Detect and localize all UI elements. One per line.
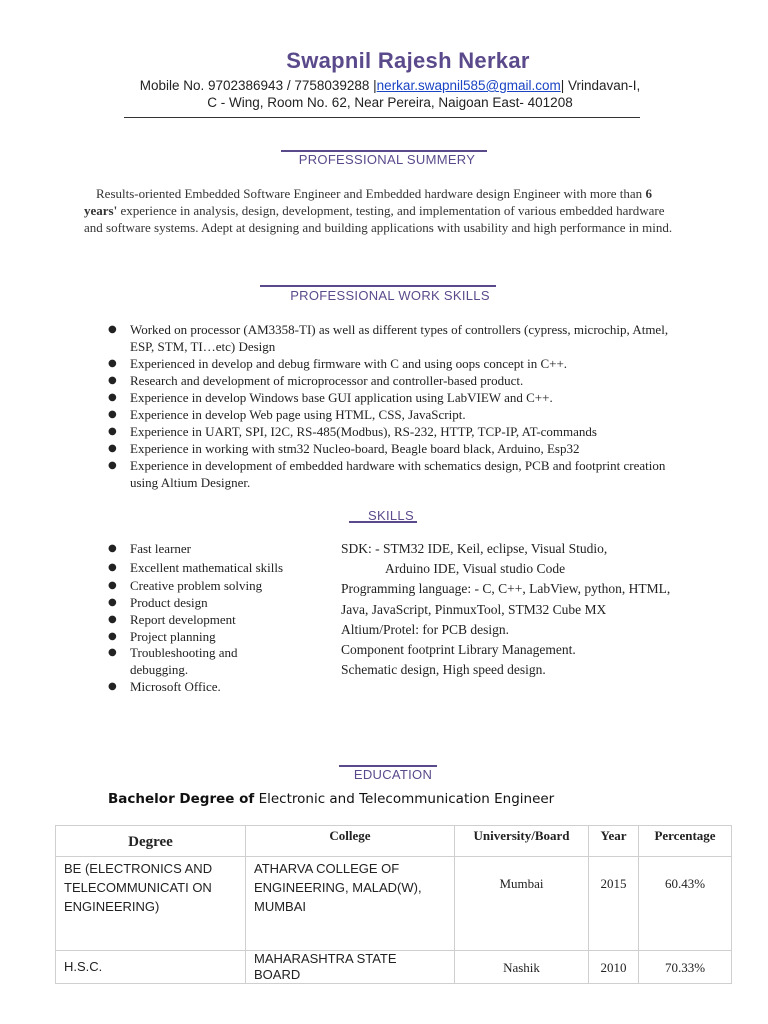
soft-skill-text: Excellent mathematical skills: [130, 559, 284, 575]
education-heading: EDUCATION: [353, 767, 433, 782]
work-skill-item: [106, 406, 686, 423]
summary-years: 6 years': [84, 186, 652, 218]
work-skill-text: Worked on processor (AM3358-TI) as well as different types of controllers (cypress, microchip, Atmel, ESP, STM, TI…etc) Design: [130, 322, 669, 354]
cell-degree: BE (ELECTRONICS AND TELECOMMUNICATI ON ENGINEERING): [56, 857, 246, 951]
col-header-year: Year: [589, 826, 639, 857]
tech-skill-line: Programming language: - C, C++, LabView, python, HTML,: [341, 581, 671, 597]
soft-skill-text: Troubleshooting and debugging.: [130, 645, 238, 677]
cell-college: ATHARVA COLLEGE OF ENGINEERING, MALAD(W), MUMBAI: [246, 857, 455, 951]
work-skills-heading-rule: [260, 285, 496, 287]
table-row: [56, 951, 732, 984]
work-skill-text: Experience in UART, SPI, I2C, RS-485(Modbus), RS-232, HTTP, TCP-IP, AT-commands: [130, 424, 597, 439]
soft-skill-text: Creative problem solving: [130, 578, 263, 594]
tech-skill-line: Java, JavaScript, PinmuxTool, STM32 Cube MX: [341, 601, 607, 617]
tech-skill-line: Component footprint Library Management.: [341, 642, 576, 658]
degree-title: [108, 791, 554, 807]
phone-numbers: Mobile No. 9702386943 / 7758039288 |: [139, 78, 377, 93]
work-skill-text: Experience in develop Windows base GUI application using LabVIEW and C++.: [130, 390, 553, 405]
tech-skill-line: Schematic design, High speed design.: [341, 662, 546, 678]
degree-label: Bachelor Degree of: [108, 791, 255, 807]
cell-year: 2010: [589, 951, 639, 984]
soft-skill-item: [106, 629, 326, 646]
cell-university: Mumbai: [455, 857, 589, 951]
tech-skill-line: Arduino IDE, Visual studio Code: [385, 561, 566, 577]
address-part-1: | Vrindavan-I,: [560, 78, 641, 93]
cell-percentage: 70.33%: [639, 951, 732, 984]
soft-skill-text: Project planning: [130, 628, 216, 644]
soft-skill-item: [106, 560, 326, 577]
work-skill-item: [106, 389, 686, 406]
header-divider: [124, 117, 640, 118]
col-header-degree: Degree: [56, 826, 246, 857]
col-header-university: University/Board: [455, 826, 589, 857]
work-skills-heading: PROFESSIONAL WORK SKILLS: [290, 288, 490, 303]
work-skill-text: Research and development of microprocessor and controller-based product.: [130, 373, 524, 388]
education-table-header: [56, 826, 732, 857]
contact-block: [0, 77, 768, 111]
tech-skill-line: Altium/Protel: for PCB design.: [341, 621, 510, 637]
cell-year: 2015: [589, 857, 639, 951]
cell-percentage: 60.43%: [639, 857, 732, 951]
address-line-2: C - Wing, Room No. 62, Near Pereira, Naigoan East- 401208: [207, 95, 573, 110]
soft-skill-text: Report development: [130, 611, 236, 627]
candidate-name: Swapnil Rajesh Nerkar: [286, 48, 530, 73]
work-skill-text: Experience in working with stm32 Nucleo-board, Beagle board black, Arduino, Esp32: [130, 441, 580, 456]
soft-skill-item: [106, 541, 326, 558]
soft-skill-text: Microsoft Office.: [130, 678, 221, 694]
soft-skill-text: Fast learner: [130, 541, 192, 556]
work-skill-item: [106, 372, 686, 389]
col-header-college: College: [246, 826, 455, 857]
summary-text-1: Results-oriented Embedded Software Engineer and Embedded hardware design Engineer with more than: [96, 186, 646, 201]
summary-text-2: experience in analysis, design, development, testing, and implementation of various embedded hardware and software systems. Adept at designing and building applications with usability and high performance in mind.: [84, 203, 673, 235]
work-skill-item: [106, 457, 686, 491]
work-skill-item: [106, 321, 686, 355]
summary-paragraph: [84, 185, 684, 236]
work-skill-item: [106, 355, 686, 372]
skills-heading: SKILLS: [368, 508, 414, 523]
education-table: [55, 825, 732, 984]
soft-skill-item: [106, 612, 326, 629]
work-skill-text: Experienced in develop and debug firmware with C and using oops concept in C++.: [130, 356, 568, 371]
work-skill-item: [106, 423, 686, 440]
soft-skill-item: [106, 679, 326, 696]
table-row: [56, 857, 732, 951]
degree-name: Electronic and Telecommunication Engineer: [254, 791, 555, 807]
cell-degree: H.S.C.: [56, 951, 246, 984]
contact-line-1: [0, 77, 768, 94]
email-link[interactable]: nerkar.swapnil585@gmail.com: [376, 78, 561, 93]
soft-skill-item: [106, 578, 326, 595]
work-skill-text: Experience in development of embedded hardware with schematics design, PCB and footprint creation using Altium Designer.: [130, 458, 666, 490]
work-skill-item: [106, 440, 686, 457]
work-skills-list: [106, 321, 686, 491]
soft-skill-item: [106, 595, 326, 612]
soft-skills-list: [106, 541, 326, 695]
cell-college: MAHARASHTRA STATE BOARD: [246, 951, 455, 984]
cell-university: Nashik: [455, 951, 589, 984]
col-header-percentage: Percentage: [639, 826, 732, 857]
work-skill-text: Experience in develop Web page using HTML, CSS, JavaScript.: [130, 407, 466, 422]
soft-skill-text: Product design: [130, 595, 208, 611]
soft-skill-item: [106, 645, 280, 678]
technical-skills: [341, 539, 741, 680]
tech-skill-line: SDK: - STM32 IDE, Keil, eclipse, Visual Studio,: [341, 541, 608, 556]
summary-heading: PROFESSIONAL SUMMERY: [298, 152, 476, 167]
